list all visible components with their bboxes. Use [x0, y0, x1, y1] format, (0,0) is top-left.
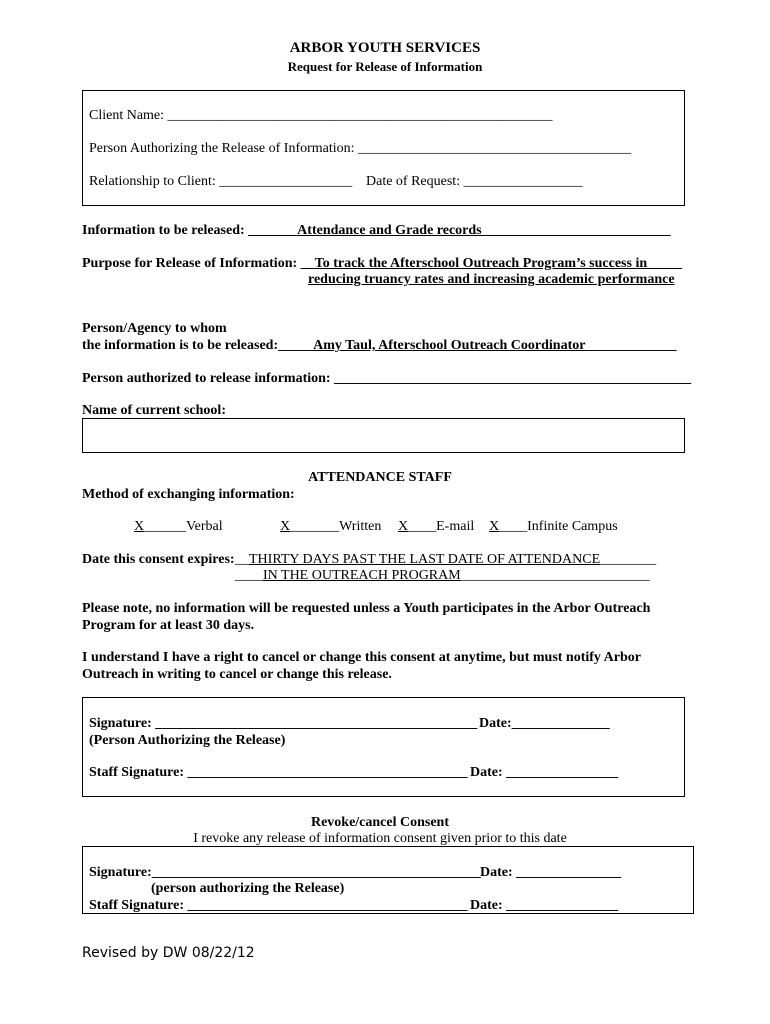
verbal-blank: ______	[144, 519, 187, 534]
purpose-prefix: __	[300, 256, 315, 271]
signature-date-field[interactable]: Date:______________	[479, 716, 610, 731]
info-released-row	[82, 223, 671, 239]
email-label: E-mail	[436, 519, 475, 534]
verbal-checkmark: X	[134, 519, 145, 534]
exchange-option-written[interactable]	[280, 519, 381, 535]
date-of-request-field[interactable]: Date of Request: _________________	[366, 174, 583, 189]
info-released-suffix: ___________________________	[481, 223, 671, 238]
revoke-signature-field[interactable]: Signature:_______________________________________________	[89, 865, 481, 880]
note-cancel-line1: I understand I have a right to cancel or change this consent at anytime, but must notify Arbor	[82, 650, 641, 665]
note-cancel-line2: Outreach in writing to cancel or change this release.	[82, 667, 392, 682]
person-agency-label1: Person/Agency to whom	[82, 321, 227, 336]
exchange-option-infinite-campus[interactable]	[489, 519, 618, 535]
expiry-value-line1-row[interactable]	[235, 552, 656, 568]
expiry-label: Date this consent expires:	[82, 552, 235, 567]
infinite-campus-label: Infinite Campus	[527, 519, 618, 534]
person-agency-value[interactable]: Amy Taul, Afterschool Outreach Coordinator	[313, 338, 586, 353]
email-checkmark: X	[398, 519, 409, 534]
authorized-release-field[interactable]: Person authorized to release information: ___________________________________________________	[82, 371, 692, 386]
form-title: Request for Release of Information	[287, 59, 483, 74]
purpose-suffix: _____	[647, 256, 683, 271]
staff-signature-field[interactable]: Staff Signature: ________________________________________	[89, 765, 468, 780]
revoke-staff-signature-field[interactable]: Staff Signature: ________________________________________	[89, 898, 468, 913]
signature-field[interactable]: Signature: ______________________________________________	[89, 716, 478, 731]
note-participation-line2: Program for at least 30 days.	[82, 618, 255, 633]
infinite-campus-checkmark: X	[489, 519, 500, 534]
revoke-subtitle: I revoke any release of information consent given prior to this date	[193, 831, 567, 846]
email-blank: ____	[408, 519, 437, 534]
written-label: Written	[339, 519, 382, 534]
note-participation-line1: Please note, no information will be requested unless a Youth participates in the Arbor Outreach	[82, 601, 651, 616]
exchange-option-email[interactable]	[398, 519, 474, 535]
expiry-value-line2-row[interactable]	[235, 568, 650, 584]
school-input-box[interactable]	[82, 418, 685, 453]
person-agency-row	[82, 338, 676, 354]
infinite-campus-blank: ____	[499, 519, 528, 534]
written-blank: _______	[290, 519, 340, 534]
verbal-label: Verbal	[186, 519, 223, 534]
revised-footer: Revised by DW 08/22/12	[82, 945, 255, 961]
person-authorizing-field[interactable]: Person Authorizing the Release of Information: _______________________________________	[89, 141, 632, 156]
purpose-label: Purpose for Release of Information:	[82, 256, 301, 271]
expiry-suffix2: ___________________________	[460, 568, 650, 583]
purpose-value-line2[interactable]: reducing truancy rates and increasing academic performance	[308, 272, 675, 287]
info-released-label: Information to be released:	[82, 223, 249, 238]
person-agency-label2: the information is to be released:	[82, 338, 279, 353]
client-name-field[interactable]: Client Name: _______________________________________________________	[89, 108, 553, 123]
revoke-signature-date-field[interactable]: Date: _______________	[480, 865, 622, 880]
info-released-prefix: _______	[248, 223, 298, 238]
expiry-value-line2: IN THE OUTREACH PROGRAM	[263, 568, 461, 583]
signature-caption: (Person Authorizing the Release)	[89, 733, 286, 748]
org-title: ARBOR YOUTH SERVICES	[289, 40, 481, 56]
expiry-prefix1: __	[235, 552, 249, 567]
expiry-value-line1: THIRTY DAYS PAST THE LAST DATE OF ATTENDANCE	[249, 552, 601, 567]
school-label: Name of current school:	[82, 403, 226, 418]
staff-signature-date-field[interactable]: Date: ________________	[470, 765, 619, 780]
expiry-suffix1: ________	[600, 552, 657, 567]
exchange-method-label: Method of exchanging information:	[82, 487, 295, 502]
person-agency-prefix: _____	[278, 338, 314, 353]
person-agency-suffix: _____________	[585, 338, 677, 353]
written-checkmark: X	[280, 519, 291, 534]
purpose-row	[82, 256, 682, 272]
info-released-value[interactable]: Attendance and Grade records	[297, 223, 482, 238]
revoke-title: Revoke/cancel Consent	[310, 815, 450, 830]
relationship-field[interactable]: Relationship to Client: ___________________	[89, 174, 353, 189]
revoke-staff-signature-date-field[interactable]: Date: ________________	[470, 898, 619, 913]
purpose-value-line1[interactable]: To track the Afterschool Outreach Program’s success in	[314, 256, 648, 271]
revoke-caption: (person authorizing the Release)	[151, 881, 345, 896]
exchange-option-verbal[interactable]	[134, 519, 223, 535]
expiry-prefix2: ____	[235, 568, 263, 583]
attendance-staff-title: ATTENDANCE STAFF	[308, 470, 452, 485]
